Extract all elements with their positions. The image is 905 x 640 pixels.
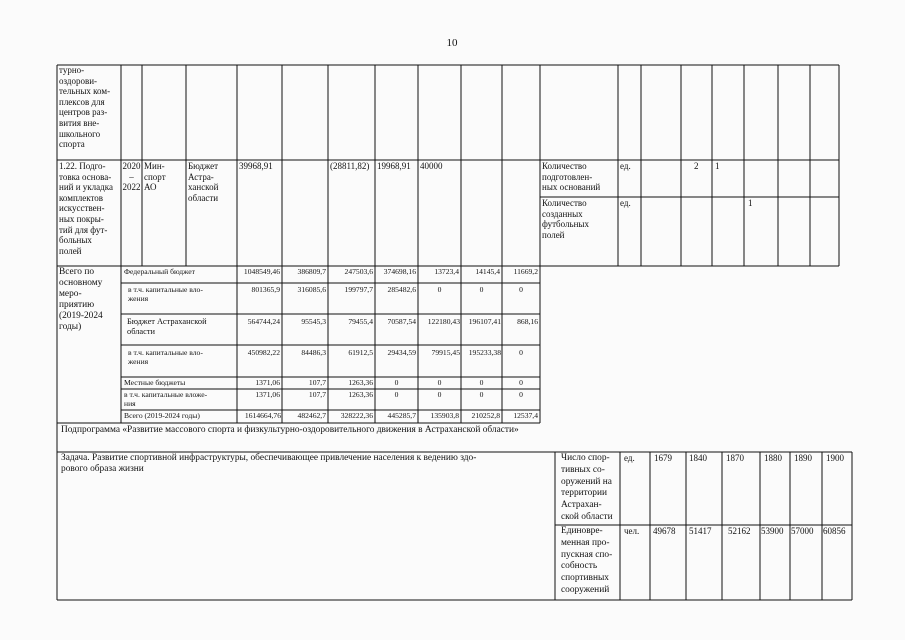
summary-cell: 107,7 xyxy=(308,378,326,387)
summary-cell: 328222,36 xyxy=(340,411,373,420)
summary-cell: 1263,36 xyxy=(348,378,373,387)
summary-label: Всего по основному меро- приятию (2019-2024 годы) xyxy=(59,267,103,332)
summary-cell: 0 xyxy=(519,285,523,294)
summary-cell: 12537,4 xyxy=(513,411,538,420)
indicator-value: 1840 xyxy=(689,453,707,463)
summary-row-label: в т.ч. капитальные вложе- ния xyxy=(124,390,208,409)
summary-cell: 122180,43 xyxy=(427,317,460,326)
summary-cell: 70587,54 xyxy=(387,317,416,326)
summary-row-label: в т.ч. капитальные вло- жения xyxy=(128,285,203,304)
summary-cell: 95545,3 xyxy=(301,317,326,326)
summary-cell: 247503,6 xyxy=(344,267,373,276)
indicator-value: 1870 xyxy=(726,453,744,463)
summary-cell: 316085,6 xyxy=(297,285,326,294)
summary-cell: 386809,7 xyxy=(297,267,326,276)
indicator-value: 1 xyxy=(715,161,720,171)
summary-cell: 1614664,76 xyxy=(244,411,281,420)
summary-row-label: Всего (2019-2024 годы) xyxy=(124,411,200,420)
summary-cell: 564744,24 xyxy=(247,317,280,326)
summary-cell: 11669,2 xyxy=(513,267,538,276)
indicator-unit: ед. xyxy=(624,453,635,463)
indicator-value: 1890 xyxy=(794,453,812,463)
indicator-unit: ед. xyxy=(620,161,631,171)
summary-cell: 482462,7 xyxy=(297,411,326,420)
summary-cell: 0 xyxy=(394,390,399,399)
summary-cell: 0 xyxy=(519,378,523,387)
summary-cell: 0 xyxy=(479,390,484,399)
summary-cell: 450982,22 xyxy=(247,348,280,357)
summary-row-label: Федеральный бюджет xyxy=(124,267,195,276)
summary-cell: 14145,4 xyxy=(475,267,500,276)
summary-cell: 0 xyxy=(437,390,442,399)
summary-row-label: Бюджет Астраханской области xyxy=(127,317,207,336)
indicator-value: 1900 xyxy=(826,453,844,463)
row-122-v2020: (28811,82) xyxy=(330,161,370,171)
summary-cell: 1371,06 xyxy=(255,378,280,387)
indicator-value: 1880 xyxy=(764,453,782,463)
row-122-years: 2020 – 2022 xyxy=(122,161,141,193)
summary-cell: 79455,4 xyxy=(348,317,373,326)
summary-cell: 1263,36 xyxy=(348,390,373,399)
indicator-value: 2 xyxy=(694,161,699,171)
row-122-v2019 xyxy=(282,161,328,173)
summary-row-label: в т.ч. капитальные вло- жения xyxy=(128,348,203,367)
indicator-unit: ед. xyxy=(620,198,631,208)
indicator-value: 51417 xyxy=(689,526,712,536)
summary-cell: 79915,45 xyxy=(431,348,460,357)
row-122-total: 39968,91 xyxy=(239,161,273,171)
indicator-value: 1 xyxy=(748,198,753,208)
row-121-name: турно- оздорови- тельных ком- плексов для центров раз- вития вне- школьного спорта xyxy=(59,65,111,150)
summary-cell: 195233,38 xyxy=(468,348,501,357)
summary-cell: 29434,59 xyxy=(387,348,416,357)
summary-row-label: Местные бюджеты xyxy=(124,378,186,387)
indicator-name: Число спор- тивных со- оружений на территории Астрахан- ской области xyxy=(561,453,613,522)
row-122-v2021: 19968,91 xyxy=(377,161,411,171)
indicator-name: Единовре- менная про- пускная спо- собность спортивных сооружений xyxy=(561,526,613,595)
summary-cell: 285482,6 xyxy=(387,285,416,294)
summary-cell: 0 xyxy=(479,378,484,387)
summary-cell: 13723,4 xyxy=(434,267,459,276)
indicator-unit: чел. xyxy=(624,526,640,536)
summary-cell: 0 xyxy=(519,348,523,357)
indicator-value: 49678 xyxy=(653,526,676,536)
summary-cell: 445285,7 xyxy=(387,411,416,420)
task-text: Задача. Развитие спортивной инфраструктуры, обеспечивающее привлечение населения к ведению здо- рового образа жизни xyxy=(61,453,477,474)
summary-cell: 374698,16 xyxy=(383,267,416,276)
summary-cell: 0 xyxy=(394,378,399,387)
summary-cell: 801365,9 xyxy=(251,285,280,294)
page-number: 10 xyxy=(446,37,458,49)
subprogram-title: Подпрограмма «Развитие массового спорта и физкультурно-оздоровительного движения в Астраханской области» xyxy=(61,425,519,435)
summary-cell: 1371,06 xyxy=(255,390,280,399)
summary-cell: 135903,8 xyxy=(430,411,459,420)
summary-cell: 0 xyxy=(519,390,523,399)
indicator-value: 57000 xyxy=(791,526,814,536)
indicator-value: 1679 xyxy=(654,453,672,463)
summary-cell: 196107,41 xyxy=(468,317,501,326)
summary-cell: 107,7 xyxy=(308,390,326,399)
summary-cell: 0 xyxy=(479,285,484,294)
summary-cell: 868,16 xyxy=(517,317,538,326)
indicator-name: Количество созданных футбольных полей xyxy=(542,198,589,240)
summary-cell: 61912,5 xyxy=(348,348,373,357)
row-122-name: 1.22. Подго- товка основа- ний и укладка комплектов искусствен- ных покры- тий для фут- больных полей xyxy=(59,161,113,256)
indicator-value: 53900 xyxy=(761,526,784,536)
indicator-value: 60856 xyxy=(823,526,846,536)
summary-cell: 210252,8 xyxy=(471,411,500,420)
summary-cell: 199797,7 xyxy=(344,285,373,294)
summary-cell: 0 xyxy=(437,285,442,294)
indicator-value: 52162 xyxy=(728,526,751,536)
indicator-name: Количество подготовлен- ных оснований xyxy=(542,161,601,193)
row-122-v2022: 40000 xyxy=(420,161,443,171)
summary-cell: 0 xyxy=(437,378,442,387)
row-122-source: Бюджет Астра- ханской области xyxy=(188,161,219,203)
summary-cell: 84486,3 xyxy=(301,348,326,357)
summary-cell: 1048549,46 xyxy=(243,267,280,276)
row-122-executor: Мин- спорт АО xyxy=(144,161,166,193)
